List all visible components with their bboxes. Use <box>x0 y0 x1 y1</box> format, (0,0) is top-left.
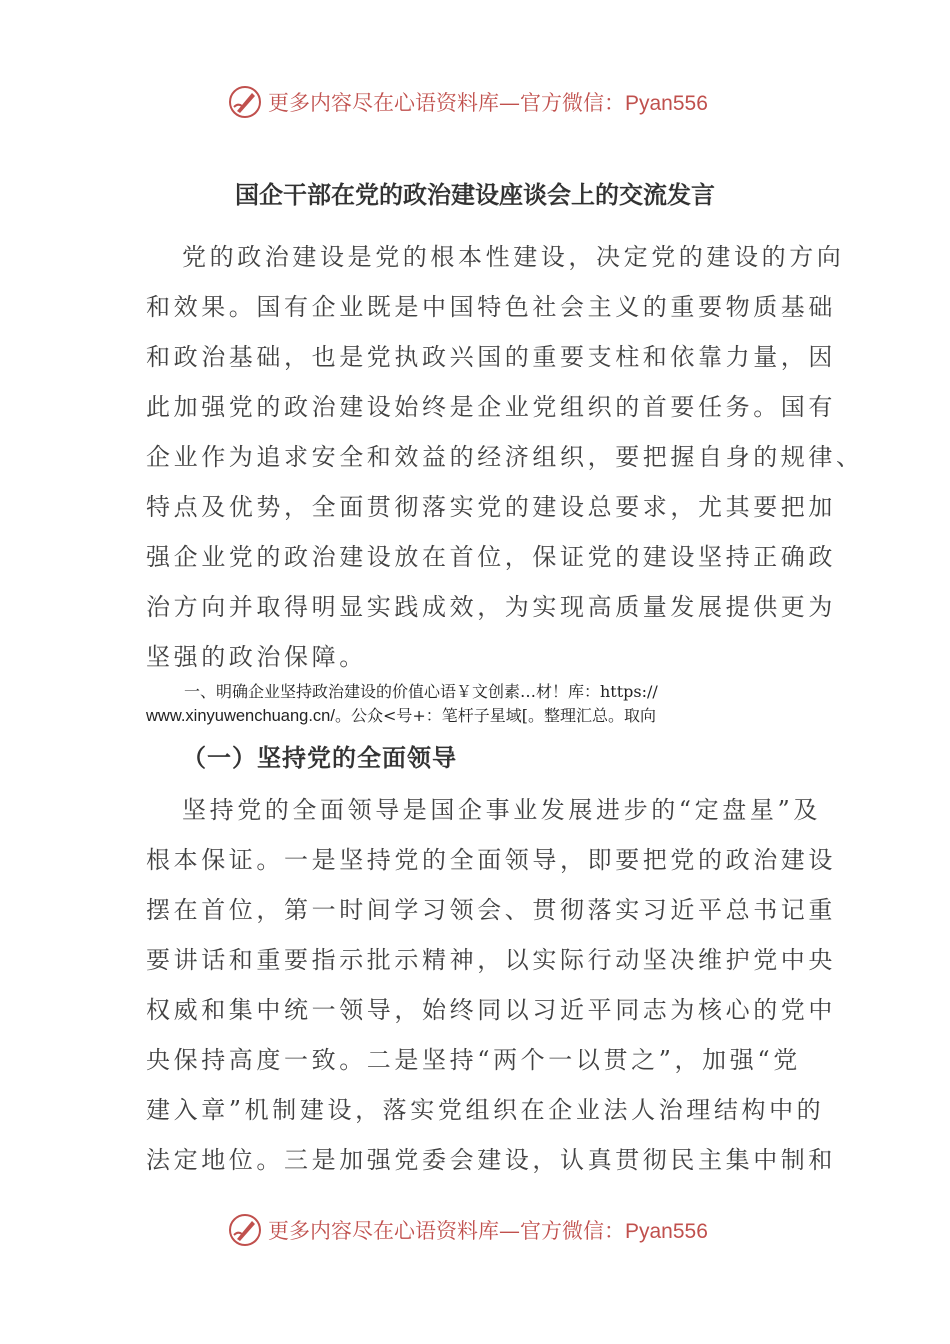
source-url: www.xinyuwenchuang.cn/ <box>146 707 335 725</box>
quill-seal-icon <box>228 1213 262 1247</box>
text-line: 和效果。国有企业既是中国特色社会主义的重要物质基础 <box>146 293 836 321</box>
text-line: 摆在首位，第一时间学习领会、贯彻落实习近平总书记重 <box>146 896 836 924</box>
text-line: 根本保证。一是坚持党的全面领导，即要把党的政治建设 <box>146 846 836 874</box>
header-banner <box>228 82 788 122</box>
text-line: 强企业党的政治建设放在首位，保证党的建设坚持正确政 <box>146 543 836 571</box>
text-line: 法定地位。三是加强党委会建设，认真贯彻民主集中制和 <box>146 1146 836 1174</box>
document-title: 国企干部在党的政治建设座谈会上的交流发言 <box>235 181 715 209</box>
text-line: 建入章”机制建设，落实党组织在企业法人治理结构中的 <box>146 1096 825 1124</box>
text-line: 央保持高度一致。二是坚持“两个一以贯之”，加强“党 <box>146 1046 801 1074</box>
text-line: 坚持党的全面领导是国企事业发展进步的“定盘星”及 <box>182 796 821 824</box>
note-line: www.xinyuwenchuang.cn/。公众<号+：笔杆子星域[。整理汇总。取向 <box>146 706 656 725</box>
wechat-id: Pyan556 <box>625 92 708 115</box>
paragraph-intro <box>146 232 864 682</box>
quill-seal-icon <box>228 85 262 119</box>
banner-text: 更多内容尽在心语资料库—官方微信：Pyan556 <box>268 1219 708 1243</box>
text-line: 党的政治建设是党的根本性建设，决定党的建设的方向 <box>182 243 845 271</box>
text-line: 治方向并取得明显实践成效，为实现高质量发展提供更为 <box>146 593 836 621</box>
section-heading: （一）坚持党的全面领导 <box>182 744 457 772</box>
text-line: 此加强党的政治建设始终是企业党组织的首要任务。国有 <box>146 393 836 421</box>
text-line: 权威和集中统一领导，始终同以习近平同志为核心的党中 <box>146 996 836 1024</box>
text-line: 要讲话和重要指示批示精神，以实际行动坚决维护党中央 <box>146 946 836 974</box>
paragraph-leadership <box>146 785 836 1185</box>
section-note <box>146 680 766 728</box>
text-line: 特点及优势，全面贯彻落实党的建设总要求，尤其要把加 <box>146 493 836 521</box>
text-line: 企业作为追求安全和效益的经济组织，要把握自身的规律、 <box>146 443 864 471</box>
note-line: 一、明确企业坚持政治建设的价值心语￥文创素…材！库：https:// <box>184 682 658 701</box>
text-line: 坚强的政治保障。 <box>146 643 367 671</box>
banner-text: 更多内容尽在心语资料库—官方微信：Pyan556 <box>268 91 708 115</box>
wechat-id: Pyan556 <box>625 1220 708 1243</box>
text-line: 和政治基础，也是党执政兴国的重要支柱和依靠力量，因 <box>146 343 836 371</box>
footer-banner <box>228 1210 788 1250</box>
